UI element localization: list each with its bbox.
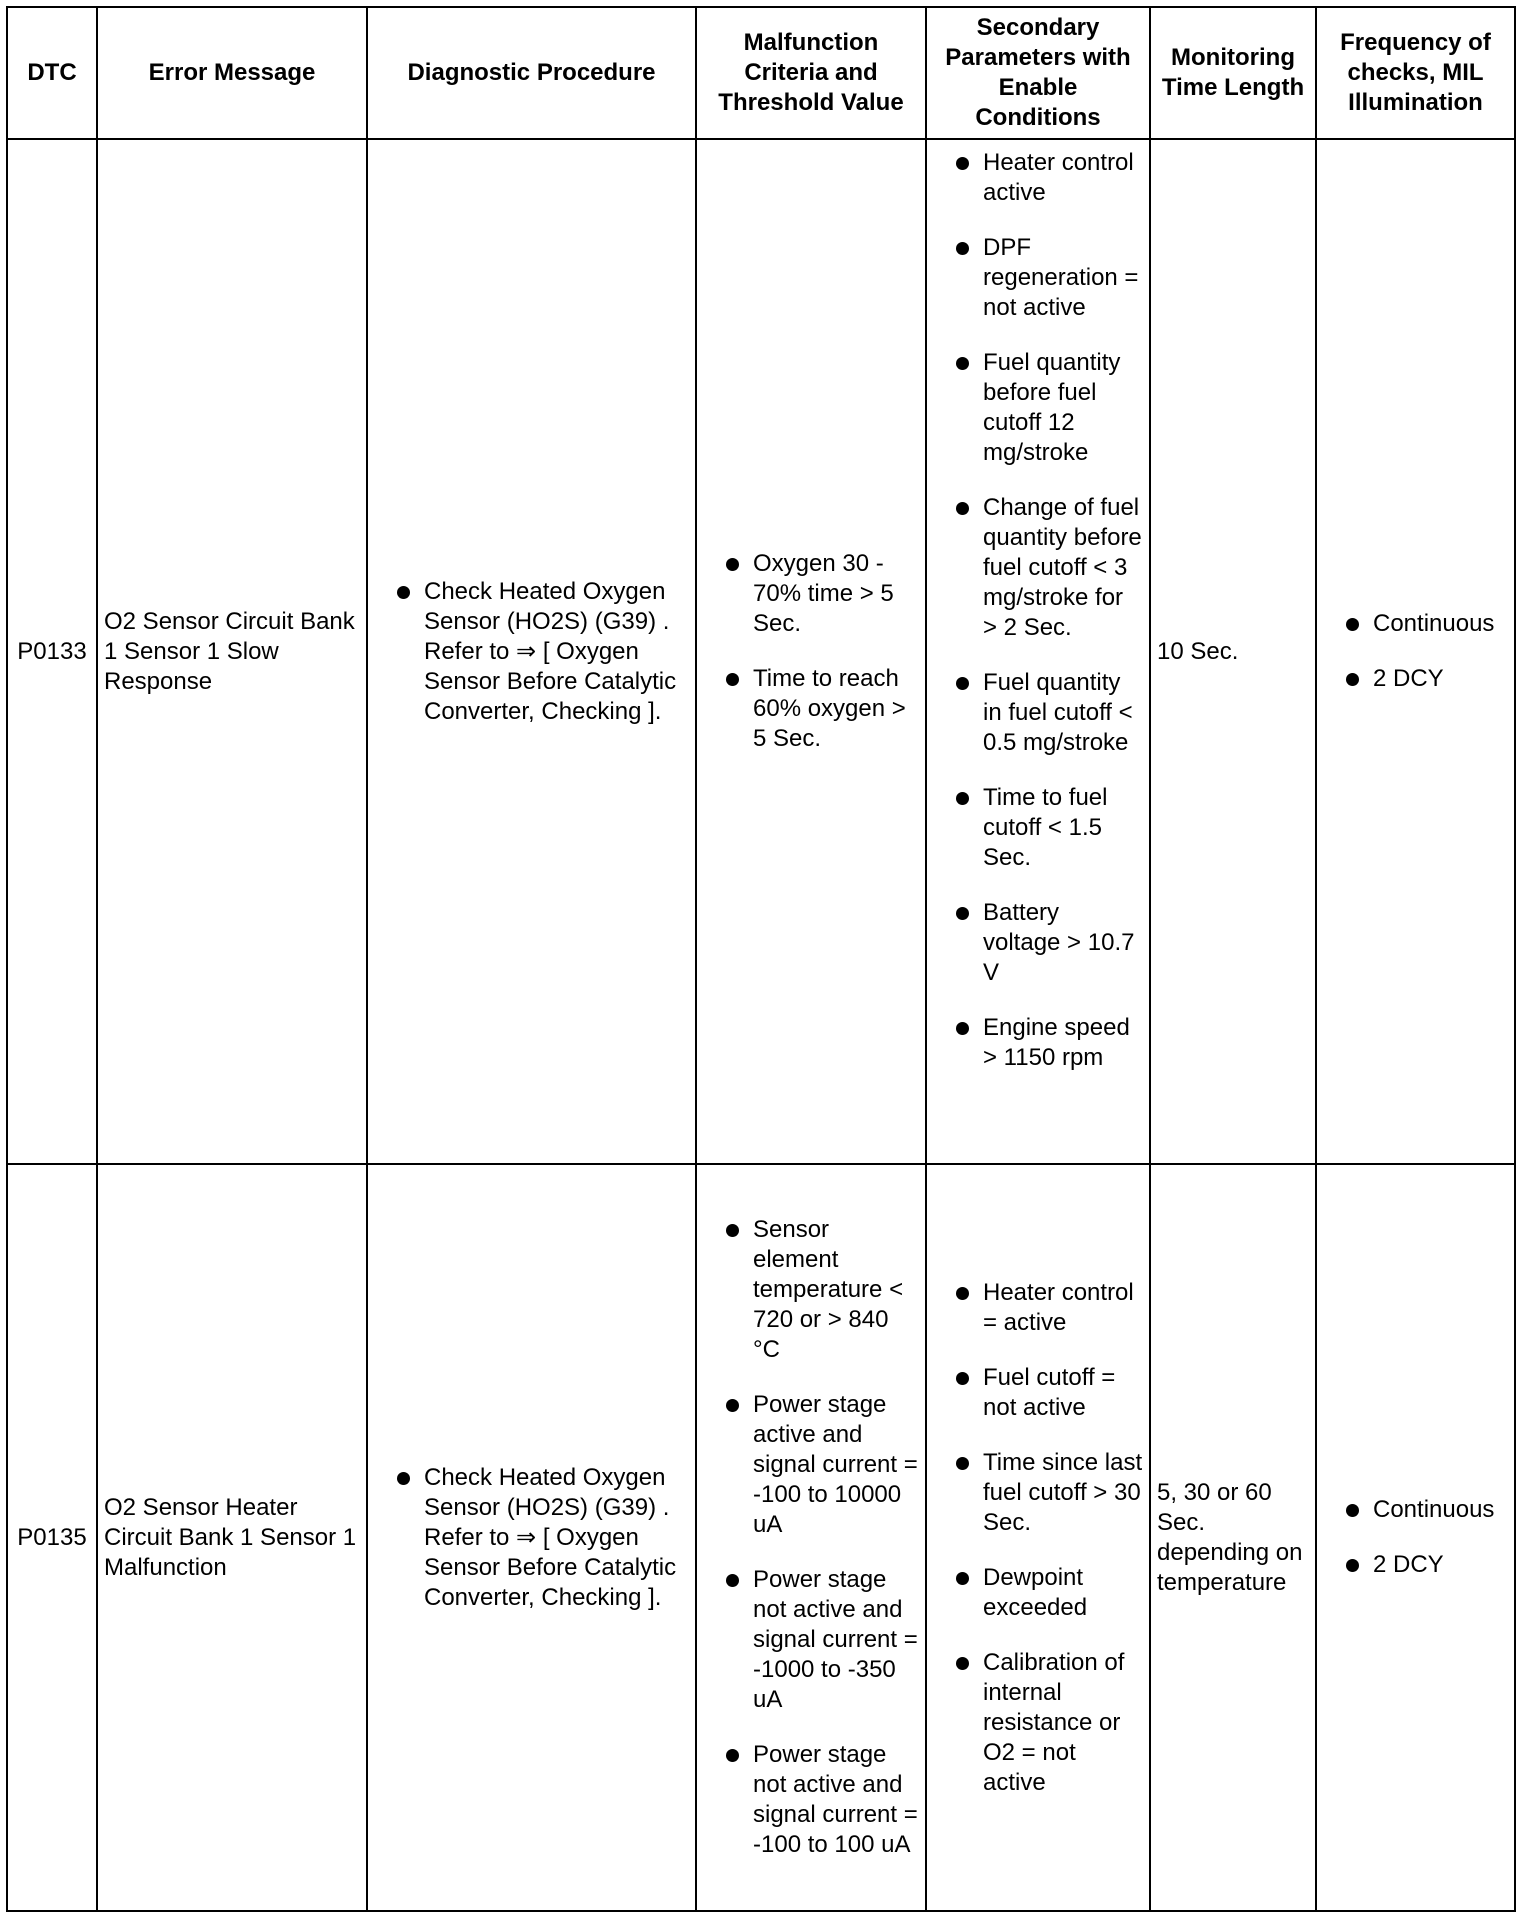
malfunction-criteria	[696, 1164, 926, 1911]
header-error-message: Error Message	[97, 7, 367, 139]
parameter-item: DPF regeneration = not active	[941, 233, 1143, 323]
secondary-parameters	[926, 1164, 1150, 1911]
frequency-item: 2 DCY	[1331, 1550, 1508, 1580]
parameter-item: Heater control = active	[941, 1278, 1143, 1338]
monitoring-time: 5, 30 or 60 Sec. depending on temperature	[1150, 1164, 1316, 1911]
header-secondary-parameters: Secondary Parameters with Enable Conditions	[926, 7, 1150, 139]
criteria-item: Power stage not active and signal current = -1000 to -350 uA	[711, 1565, 919, 1715]
frequency	[1316, 139, 1515, 1164]
diagnostic-procedure	[367, 1164, 696, 1911]
parameter-item: Fuel quantity in fuel cutoff < 0.5 mg/stroke	[941, 668, 1143, 758]
table-row	[7, 1164, 1515, 1911]
header-dtc: DTC	[7, 7, 97, 139]
parameter-item: Engine speed > 1150 rpm	[941, 1013, 1143, 1073]
criteria-item: Power stage not active and signal current = -100 to 100 uA	[711, 1740, 919, 1860]
criteria-item: Oxygen 30 - 70% time > 5 Sec.	[711, 549, 919, 639]
error-message: O2 Sensor Heater Circuit Bank 1 Sensor 1 Malfunction	[97, 1164, 367, 1911]
procedure-item: Check Heated Oxygen Sensor (HO2S) (G39) . Refer to ⇒ [ Oxygen Sensor Before Catalytic Converter, Checking ].	[382, 577, 689, 727]
parameter-item: Fuel quantity before fuel cutoff 12 mg/stroke	[941, 348, 1143, 468]
dtc-code: P0133	[7, 139, 97, 1164]
table-row	[7, 139, 1515, 1164]
procedure-item: Check Heated Oxygen Sensor (HO2S) (G39) . Refer to ⇒ [ Oxygen Sensor Before Catalytic Converter, Checking ].	[382, 1463, 689, 1613]
secondary-parameters	[926, 139, 1150, 1164]
header-frequency: Frequency of checks, MIL Illumination	[1316, 7, 1515, 139]
dtc-code: P0135	[7, 1164, 97, 1911]
criteria-item: Sensor element temperature < 720 or > 840 °C	[711, 1215, 919, 1365]
criteria-item: Time to reach 60% oxygen > 5 Sec.	[711, 664, 919, 754]
header-diagnostic-procedure: Diagnostic Procedure	[367, 7, 696, 139]
monitoring-time: 10 Sec.	[1150, 139, 1316, 1164]
parameter-item: Battery voltage > 10.7 V	[941, 898, 1143, 988]
criteria-item: Power stage active and signal current = -100 to 10000 uA	[711, 1390, 919, 1540]
diagnostic-procedure	[367, 139, 696, 1164]
frequency-item: Continuous	[1331, 1495, 1508, 1525]
error-message: O2 Sensor Circuit Bank 1 Sensor 1 Slow Response	[97, 139, 367, 1164]
frequency-item: Continuous	[1331, 609, 1508, 639]
dtc-table	[6, 6, 1516, 1912]
header-malfunction-criteria: Malfunction Criteria and Threshold Value	[696, 7, 926, 139]
parameter-item: Change of fuel quantity before fuel cutoff < 3 mg/stroke for > 2 Sec.	[941, 493, 1143, 643]
parameter-item: Calibration of internal resistance or O2 = not active	[941, 1648, 1143, 1798]
parameter-item: Time since last fuel cutoff > 30 Sec.	[941, 1448, 1143, 1538]
header-row	[7, 7, 1515, 139]
frequency-item: 2 DCY	[1331, 664, 1508, 694]
parameter-item: Dewpoint exceeded	[941, 1563, 1143, 1623]
parameter-item: Time to fuel cutoff < 1.5 Sec.	[941, 783, 1143, 873]
parameter-item: Fuel cutoff = not active	[941, 1363, 1143, 1423]
malfunction-criteria	[696, 139, 926, 1164]
header-monitoring-time: Monitoring Time Length	[1150, 7, 1316, 139]
frequency	[1316, 1164, 1515, 1911]
parameter-item: Heater control active	[941, 148, 1143, 208]
